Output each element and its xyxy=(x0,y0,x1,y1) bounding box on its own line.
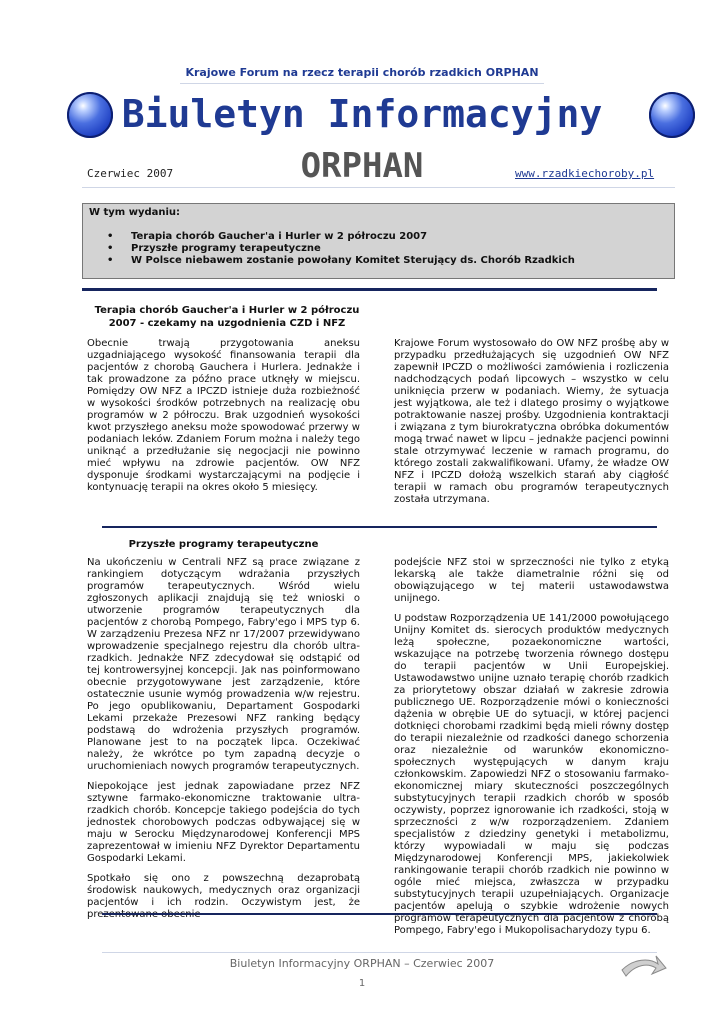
issue-date: Czerwiec 2007 xyxy=(87,167,174,180)
article1-title-line2: 2007 - czekamy na uzgodnienia CZD i NFZ xyxy=(108,318,346,329)
article2-paragraph: Spotkało się ono z powszechną dezaprobatą środowisk naukowych, medycznych oraz organizacji pacjentów i ich rodzin. Oczywistym jest, że prezentowane obecnie xyxy=(87,873,360,920)
article2-paragraph: Na ukończeniu w Centrali NFZ są prace związane z rankingiem dotyczącym wdrażania przyszłych programów terapeutycznych. Wśród wielu zgłoszonych aplikacji znajdują się też wnioski o utworzenie programów terapeutycznych dla pacjentów z chorobą Pompego, Fabry'ego i MPS typ 6. W zarządzeniu Prezesa NFZ nr 17/2007 przewidywano wprowadzenie specjalnego rejestru dla chorób ultra-rzadkich. Jednakże NFZ zdecydował się odstąpić od tej kontrowersyjnej koncepcji. Jak nas poinformowano obecnie przygotowywane jest zarządzenie, które ostatecznie usunie wymóg prowadzenia w/w rejestru. Po jego opublikowaniu, Departament Gospodarki Lekami przekaże Prezesowi NFZ ranking będący podstawą do wdrożenia przyszłych programów. Planowane jest to na początek lipca. Oczekiwać należy, że wkrótce po tym zapadną decyzje o uruchomieniach nowych programów terapeutycznych. xyxy=(87,557,360,772)
title-divider xyxy=(82,187,675,188)
toc-list xyxy=(107,231,575,267)
article1-right-column xyxy=(394,338,669,514)
section-divider xyxy=(82,288,657,291)
footer-divider xyxy=(102,952,657,953)
website-link[interactable]: www.rzadkiechoroby.pl xyxy=(515,167,655,180)
curved-arrow-icon xyxy=(620,950,668,982)
section-divider xyxy=(102,913,657,915)
article2-paragraph: U podstaw Rozporządzenia UE 141/2000 powołującego Unijny Komitet ds. sierocych produktów medycznych leżą społeczne, pozaekonomiczne wartości, wskazujące na potrzebę tworzenia równego dostępu do terapii pacjentów w Unii Europejskiej. Ustawodawstwo unijne uznało terapię chorób rzadkich za priorytetowy obszar działań w zakresie zdrowia publicznego UE. Rozporządzenie mówi o konieczności dążenia w obrębie UE do sytuacji, w której pacjenci dotknięci chorobami rzadkimi będą mieli równy dostęp do terapii niezależnie od rzadkości danego schorzenia oraz niezależnie od warunków ekonomiczno-społecznych występujących w danym kraju członkowskim. Zapowiedzi NFZ o stosowaniu farmako-ekonomicznej miary skuteczności poszczególnych substytucyjnych terapii rzadkich chorób w sposób oczywisty, poprzez ignorowanie ich rzadkości, stoją w sprzeczności z w/w rozporządzeniem. Zdaniem specjalistów z dziedziny genetyki i metabolizmu, którzy wypowiadali w maju się podczas Międzynarodowej Konferencji MPS, jakiekolwiek rankingowanie terapii chorób rzadkich nie powinno w ogóle mieć miejsca, zwłaszcza w przypadku substytucyjnych terapii uzupełniających. Organizacje pacjentów apelują o szybkie wdrożenie nowych programów terapeutycznych dla pacjentów z chorobą Pompego, Fabry'ego i Mukopolisacharydozy typu 6. xyxy=(394,613,669,936)
footer-text: Biuletyn Informacyjny ORPHAN – Czerwiec 2007 xyxy=(229,957,495,970)
article1-title-line1: Terapia chorób Gaucher'a i Hurler w 2 półroczu xyxy=(94,305,360,316)
header-divider xyxy=(180,83,544,84)
section-divider xyxy=(102,526,657,528)
bulletin-title: Biuletyn Informacyjny xyxy=(121,92,603,136)
article2-paragraph: Niepokojące jest jednak zapowiadane przez NFZ sztywne farmako-ekonomiczne traktowanie ultra-rzadkich chorób. Koncepcje takiego podejścia do tych jednostek chorobowych podczas odbywającej się w maju w Serocku Międzynarodowej Konferencji MPS zaprezentował w imieniu NFZ Dyrektor Departamentu Gospodarki Lekami. xyxy=(87,781,360,864)
toc-item: • Przyszłe programy terapeutyczne xyxy=(107,243,575,255)
toc-item: • W Polsce niebawem zostanie powołany Komitet Sterujący ds. Chorób Rzadkich xyxy=(107,255,575,267)
article2-right-column xyxy=(394,557,669,945)
article2-paragraph: podejście NFZ stoi w sprzeczności nie tylko z etyką lekarską ale także diametralnie różni się od obowiązującego w tej materii ustawodawstwa unijnego. xyxy=(394,557,669,604)
article2-left-column xyxy=(87,557,360,929)
organization-name: Krajowe Forum na rzecz terapii chorób rzadkich ORPHAN xyxy=(185,66,539,79)
article1-paragraph: Obecnie trwają przygotowania aneksu uzgadniającego wysokość finansowania terapii dla pacjentów z chorobą Gauchera i Hurlera. Jednakże i tak prowadzone za późno prace utknęły w miejscu. Pomiędzy OW NFZ a IPCZD istnieje duża rozbieżność w wysokości środków potrzebnych na realizację obu programów w 2 półroczu. Brak uzgodnień wysokości kwot przyszłego aneksu może spowodować przerwy w podaniach leków. Zdaniem Forum można i należy tego uniknąć a przedłużanie się negocjacji nie powinno mieć wpływu na zdrowie pacjentów. OW NFZ dysponuje środkami wystarczającymi na podjęcie i kontynuację terapii na okres około 5 miesięcy. xyxy=(87,338,360,493)
table-of-contents xyxy=(82,203,675,279)
article2-title: Przyszłe programy terapeutyczne xyxy=(128,539,319,550)
bulletin-subtitle: ORPHAN xyxy=(300,146,424,186)
article1-paragraph: Krajowe Forum wystosowało do OW NFZ prośbę aby w przypadku przedłużających się uzgodnień OW NFZ zapewnił IPCZD o możliwości zamówienia i rozliczenia nadchodzących podań lipcowych – wszystko w celu uniknięcia przerw w podaniach. Wiemy, że sytuacja jest wyjątkowa, ale też i dlatego prosimy o wyjątkowe potraktowanie naszej prośby. Uzgodnienia kontraktacji i związana z tym biurokratyczna obróbka dokumentów mogą trwać nawet w lipcu – jednakże pacjenci powinni stale otrzymywać leczenie w ramach programu, do którego zostali zakwalifikowani. Ufamy, że władze OW NFZ i IPCZD dołożą wszelkich starań aby ciągłość terapii w ramach obu programów terapeutycznych została utrzymana. xyxy=(394,338,669,505)
article1-left-column xyxy=(87,338,360,502)
toc-item: • Terapia chorób Gaucher'a i Hurler w 2 półroczu 2007 xyxy=(107,231,575,243)
page-number: 1 xyxy=(358,978,366,989)
toc-heading: W tym wydaniu: xyxy=(89,207,181,218)
article1-title xyxy=(87,304,367,330)
